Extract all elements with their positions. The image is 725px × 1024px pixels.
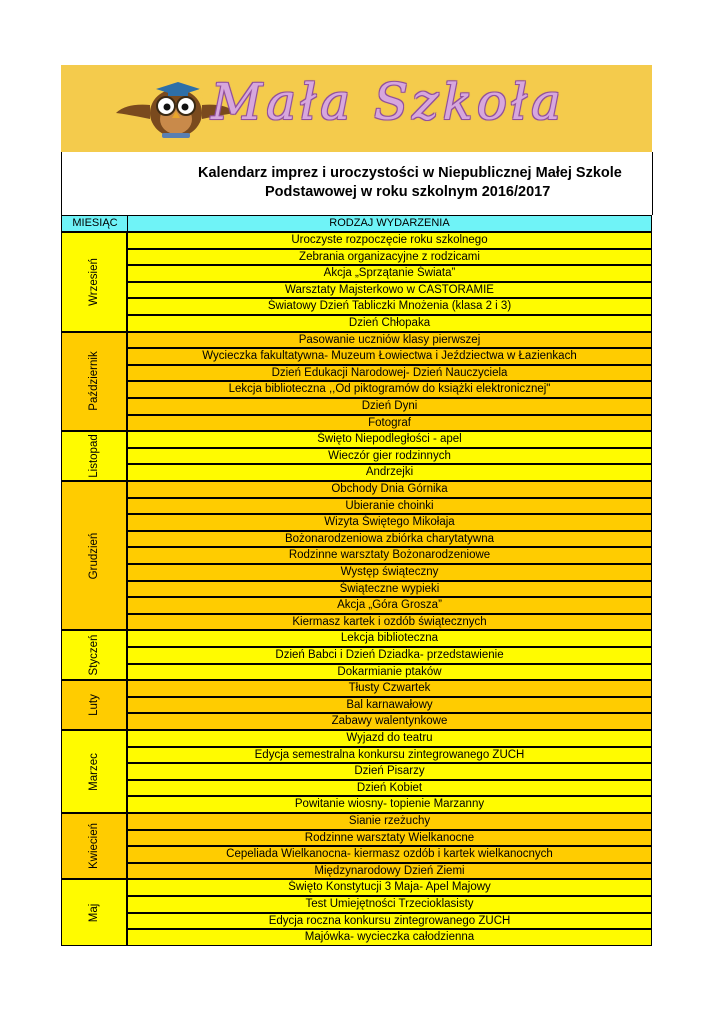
- event-row: Edycja semestralna konkursu zintegrowanego ZUCH: [127, 747, 652, 764]
- event-row: Wizyta Świętego Mikołaja: [127, 514, 652, 531]
- month-cell: [61, 481, 127, 630]
- event-row: Zebrania organizacyjne z rodzicami: [127, 249, 652, 266]
- event-row: Święto Konstytucji 3 Maja- Apel Majowy: [127, 879, 652, 896]
- month-cell: [61, 332, 127, 432]
- page-title-line-1: Kalendarz imprez i uroczystości w Niepublicznej Małej Szkole: [198, 165, 622, 181]
- event-row: Powitanie wiosny- topienie Marzanny: [127, 796, 652, 813]
- event-row: Wycieczka fakultatywna- Muzeum Łowiectwa i Jeździectwa w Łazienkach: [127, 348, 652, 365]
- event-row: Dzień Edukacji Narodowej- Dzień Nauczyciela: [127, 365, 652, 382]
- title-block: [61, 152, 653, 215]
- event-row: Test Umiejętności Trzecioklasisty: [127, 896, 652, 913]
- event-row: Akcja „Góra Grosza”: [127, 597, 652, 614]
- event-row: Andrzejki: [127, 464, 652, 481]
- event-row: Fotograf: [127, 415, 652, 432]
- month-cell: [61, 813, 127, 879]
- event-row: Pasowanie uczniów klasy pierwszej: [127, 332, 652, 349]
- month-label: Styczeń: [88, 634, 100, 676]
- month-label: Luty: [88, 694, 100, 716]
- event-row: Światowy Dzień Tabliczki Mnożenia (klasa 2 i 3): [127, 298, 652, 315]
- event-row: Dzień Dyni: [127, 398, 652, 415]
- header-event: RODZAJ WYDARZENIA: [127, 215, 652, 232]
- event-row: Tłusty Czwartek: [127, 680, 652, 697]
- event-row: Wieczór gier rodzinnych: [127, 448, 652, 465]
- month-cell: [61, 730, 127, 813]
- table-header: [61, 215, 652, 231]
- event-row: Akcja „Sprzątanie Świata”: [127, 265, 652, 282]
- month-label: Kwiecień: [88, 823, 100, 870]
- event-row: Dokarmianie ptaków: [127, 664, 652, 681]
- event-row: Ubieranie choinki: [127, 498, 652, 515]
- month-label: Październik: [88, 351, 100, 412]
- event-row: Kiermasz kartek i ozdób świątecznych: [127, 614, 652, 631]
- event-row: Występ świąteczny: [127, 564, 652, 581]
- event-row: Cepeliada Wielkanocna- kiermasz ozdób i kartek wielkanocnych: [127, 846, 652, 863]
- event-row: Sianie rzeżuchy: [127, 813, 652, 830]
- month-cell: [61, 431, 127, 481]
- month-label: Wrzesień: [88, 257, 100, 306]
- event-row: Edycja roczna konkursu zintegrowanego ZUCH: [127, 913, 652, 930]
- month-label: Maj: [88, 903, 100, 922]
- event-row: Zabawy walentynkowe: [127, 713, 652, 730]
- header-banner: [61, 65, 652, 152]
- logo-text: Mała Szkoła: [211, 73, 565, 131]
- month-label: Grudzień: [88, 532, 100, 580]
- page-title-line-2: Podstawowej w roku szkolnym 2016/2017: [265, 184, 551, 200]
- event-row: Lekcja biblioteczna ,,Od piktogramów do książki elektronicznej": [127, 381, 652, 398]
- month-cell: [61, 879, 127, 945]
- month-cell: [61, 680, 127, 730]
- event-row: Dzień Kobiet: [127, 780, 652, 797]
- event-row: Świąteczne wypieki: [127, 581, 652, 598]
- event-row: Dzień Babci i Dzień Dziadka- przedstawienie: [127, 647, 652, 664]
- event-row: Bal karnawałowy: [127, 697, 652, 714]
- event-row: Majówka- wycieczka całodzienna: [127, 929, 652, 946]
- month-cell: [61, 630, 127, 680]
- event-row: Lekcja biblioteczna: [127, 630, 652, 647]
- event-row: Rodzinne warsztaty Wielkanocne: [127, 830, 652, 847]
- month-label: Listopad: [88, 434, 100, 478]
- event-row: Międzynarodowy Dzień Ziemi: [127, 863, 652, 880]
- event-row: Uroczyste rozpoczęcie roku szkolnego: [127, 232, 652, 249]
- event-row: Święto Niepodległości - apel: [127, 431, 652, 448]
- event-row: Wyjazd do teatru: [127, 730, 652, 747]
- event-row: Dzień Pisarzy: [127, 763, 652, 780]
- event-row: Rodzinne warsztaty Bożonarodzeniowe: [127, 547, 652, 564]
- event-row: Bożonarodzeniowa zbiórka charytatywna: [127, 531, 652, 548]
- month-cell: [61, 232, 127, 332]
- event-row: Dzień Chłopaka: [127, 315, 652, 332]
- month-label: Marzec: [88, 752, 100, 791]
- header-month: MIESIĄC: [61, 215, 129, 232]
- event-row: Obchody Dnia Górnika: [127, 481, 652, 498]
- event-row: Warsztaty Majsterkowo w CASTORAMIE: [127, 282, 652, 299]
